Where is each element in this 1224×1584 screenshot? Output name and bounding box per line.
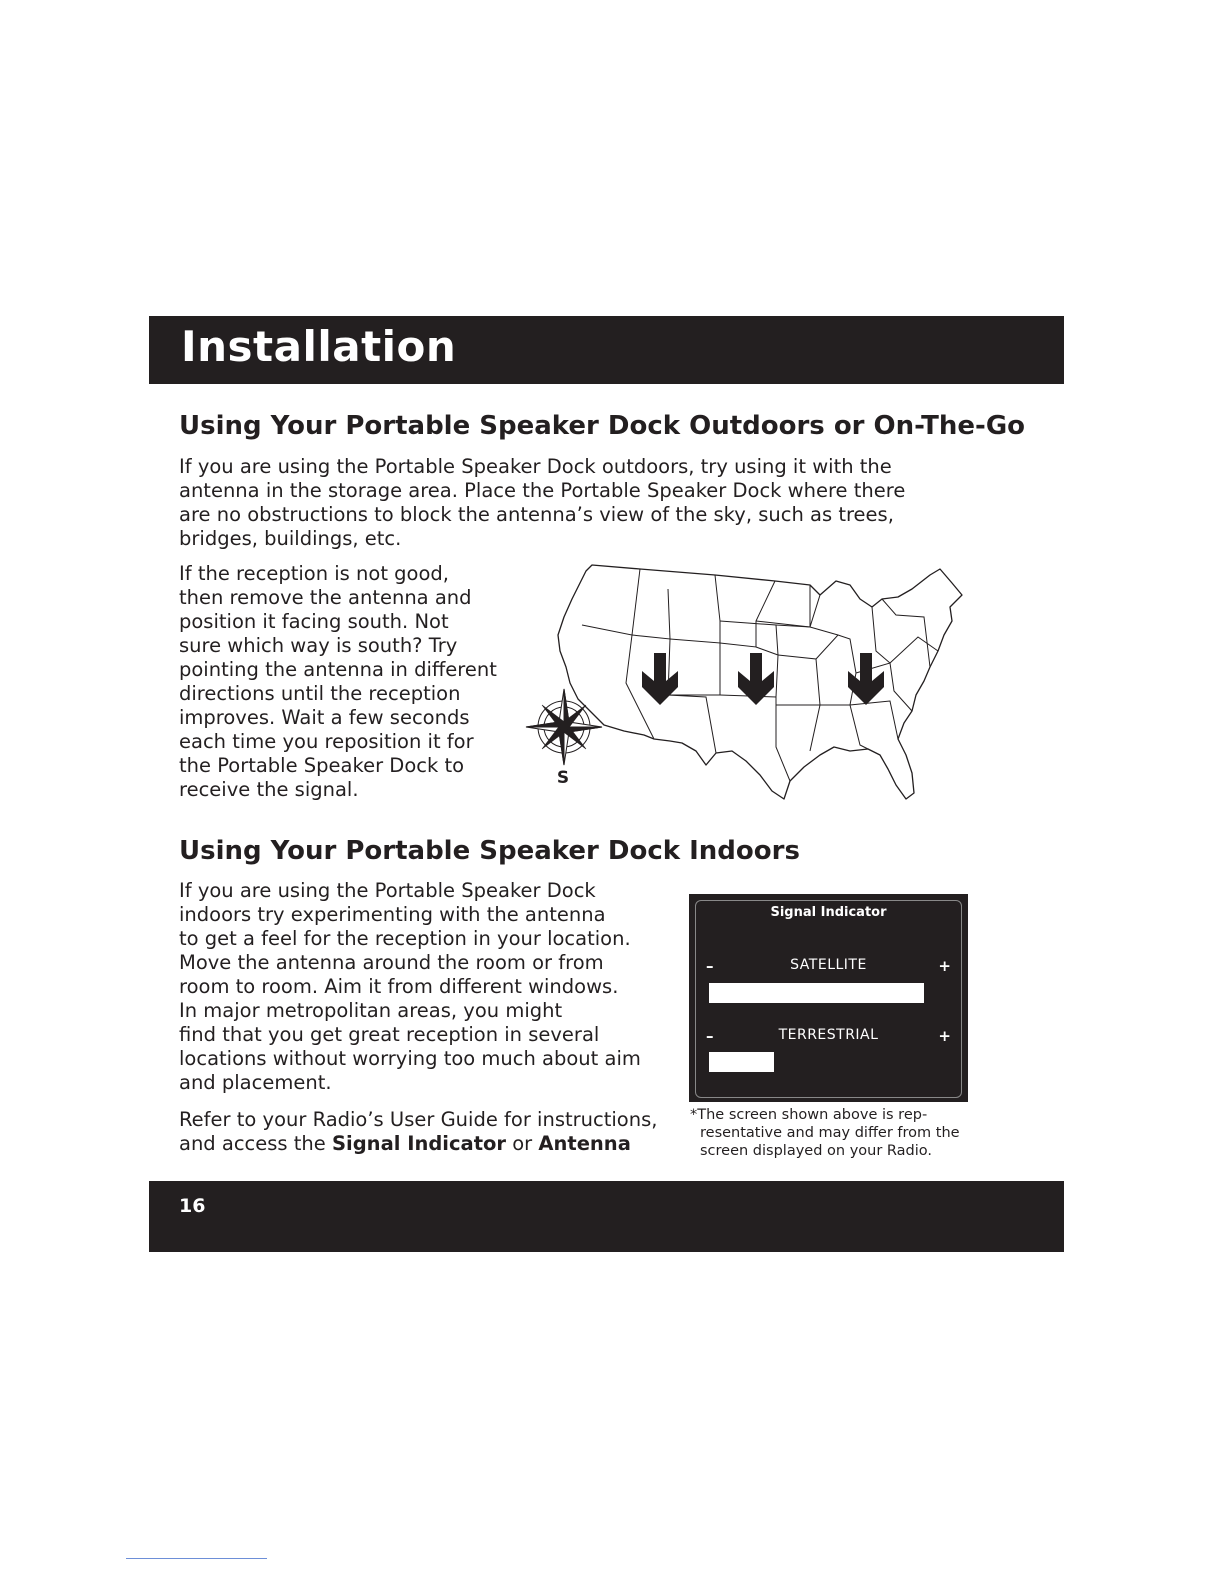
text-line: receive the signal. — [179, 778, 359, 801]
signal-indicator-screen — [689, 894, 968, 1102]
text-line: improves. Wait a few seconds — [179, 706, 470, 729]
satellite-label: SATELLITE — [790, 957, 867, 973]
terrestrial-minus: – — [706, 1027, 714, 1045]
footnote-line: resentative and may differ from the — [700, 1125, 960, 1141]
footnote-line: *The screen shown above is rep- — [690, 1107, 928, 1123]
text-line: to get a feel for the reception in your location. — [179, 927, 631, 950]
antenna-term: Antenna — [538, 1132, 631, 1155]
satellite-plus: + — [938, 957, 951, 975]
signal-indicator-term: Signal Indicator — [332, 1132, 507, 1155]
text-line: bridges, buildings, etc. — [179, 527, 402, 550]
indoors-heading: Using Your Portable Speaker Dock Indoors — [179, 836, 800, 866]
text-line: find that you get great reception in several — [179, 1023, 600, 1046]
text-line: and placement. — [179, 1071, 332, 1094]
text-line: directions until the reception — [179, 682, 461, 705]
text-line: indoors try experimenting with the antenna — [179, 903, 606, 926]
text-line: pointing the antenna in different — [179, 658, 497, 681]
satellite-signal-bar — [709, 983, 924, 1003]
text-line: position it facing south. Not — [179, 610, 449, 633]
refer-paragraph — [179, 1108, 657, 1156]
text-line: the Portable Speaker Dock to — [179, 754, 465, 777]
signal-indicator-title: Signal Indicator — [770, 905, 887, 920]
text-line: are no obstructions to block the antenna’s view of the sky, such as trees, — [179, 503, 894, 526]
text-line: Refer to your Radio’s User Guide for instructions, — [179, 1108, 658, 1131]
reception-paragraph — [179, 562, 497, 802]
text-line: each time you reposition it for — [179, 730, 474, 753]
footnote-line: screen displayed on your Radio. — [700, 1143, 933, 1159]
indoors-paragraph — [179, 879, 641, 1095]
terrestrial-label: TERRESTRIAL — [778, 1027, 879, 1043]
outdoors-heading: Using Your Portable Speaker Dock Outdoors or On-The-Go — [179, 411, 1026, 441]
satellite-minus: – — [706, 957, 714, 975]
text-line: If the reception is not good, — [179, 562, 449, 585]
compass-south-label: S — [556, 768, 570, 788]
refer-text: or — [506, 1132, 539, 1155]
terrestrial-plus: + — [938, 1027, 951, 1045]
text-line: locations without worrying too much about aim — [179, 1047, 641, 1070]
section-title: Installation — [181, 322, 457, 371]
page-number: 16 — [179, 1195, 206, 1217]
outdoors-intro-paragraph — [179, 455, 905, 551]
text-line: If you are using the Portable Speaker Dock outdoors, try using it with the — [179, 455, 892, 478]
section-header-bar — [149, 316, 1064, 384]
text-line: sure which way is south? Try — [179, 634, 458, 657]
text-line: antenna in the storage area. Place the Portable Speaker Dock where there — [179, 479, 906, 502]
us-map-illustration — [520, 555, 970, 805]
terrestrial-signal-bar — [709, 1052, 774, 1072]
text-line: then remove the antenna and — [179, 586, 472, 609]
text-line: Move the antenna around the room or from — [179, 951, 604, 974]
text-line: In major metropolitan areas, you might — [179, 999, 563, 1022]
footer-divider — [126, 1558, 267, 1559]
text-line: room to room. Aim it from different windows. — [179, 975, 619, 998]
text-line — [179, 1132, 657, 1156]
page-footer-bar — [149, 1181, 1064, 1252]
text-line: If you are using the Portable Speaker Dock — [179, 879, 596, 902]
screen-footnote — [690, 1106, 960, 1160]
refer-text: and access the — [179, 1132, 332, 1155]
